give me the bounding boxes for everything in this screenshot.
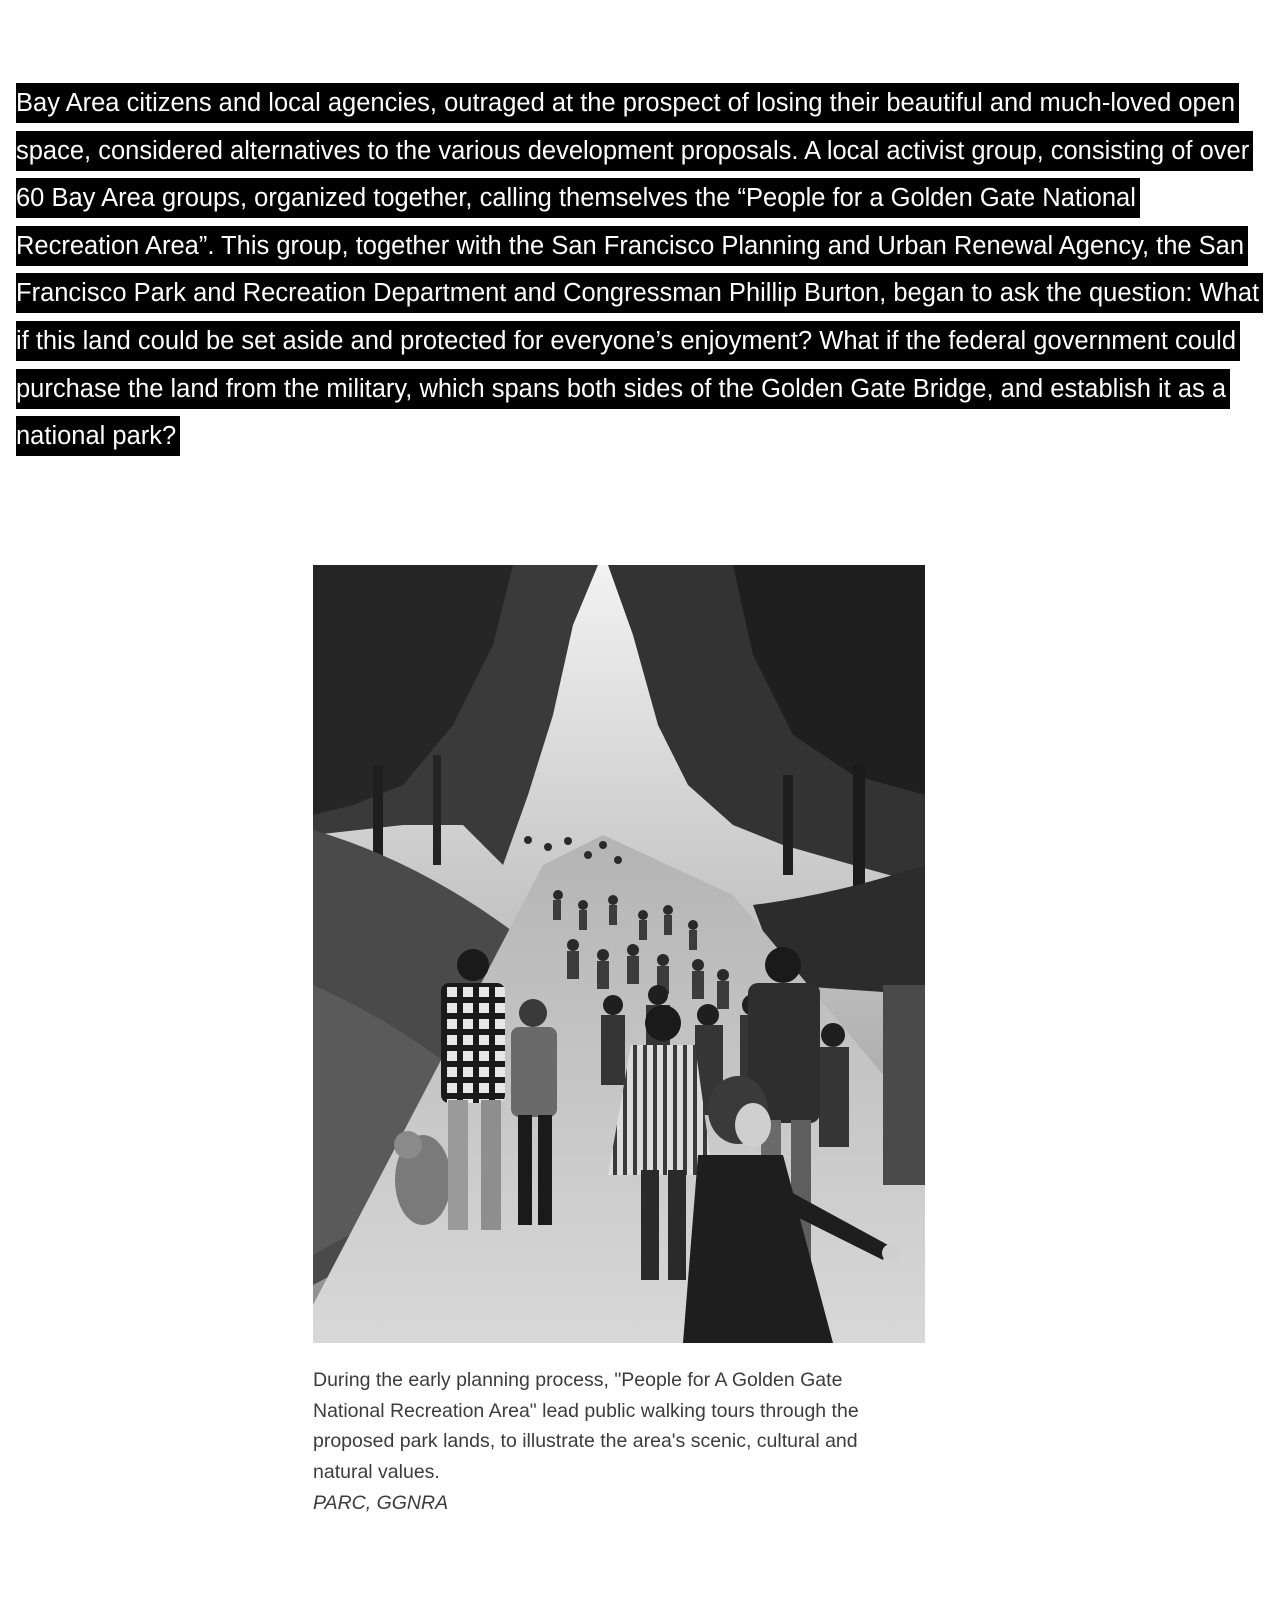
walking-tour-photo <box>313 565 925 1343</box>
historic-photo-figure <box>313 565 925 1518</box>
photo-caption: During the early planning process, "People for A Golden Gate National Recreation Area" lead public walking tours through the proposed park lands, to illustrate the area's scenic, cultural and natural values. <box>313 1369 859 1484</box>
photo-credit: PARC, GGNRA <box>313 1491 449 1514</box>
paragraph-text[interactable]: Bay Area citizens and local agencies, outraged at the prospect of losing their beautiful and much-loved open space, considered alternatives to the various development proposals. A local activist group, consisting of over 60 Bay Area groups, organized together, calling themselves the “People for a Golden Gate National Recreation Area”. This group, together with the San Francisco Planning and Urban Renewal Agency, the San Francisco Park and Recreation Department and Congressman Phillip Burton, began to ask the question: What if this land could be set aside and protected for everyone’s enjoyment? What if the federal government could purchase the land from the military, which spans both sides of the Golden Gate Bridge, and establish it as a national park? <box>16 83 1263 456</box>
selected-paragraph[interactable] <box>16 80 1266 461</box>
article-body <box>16 80 1266 461</box>
